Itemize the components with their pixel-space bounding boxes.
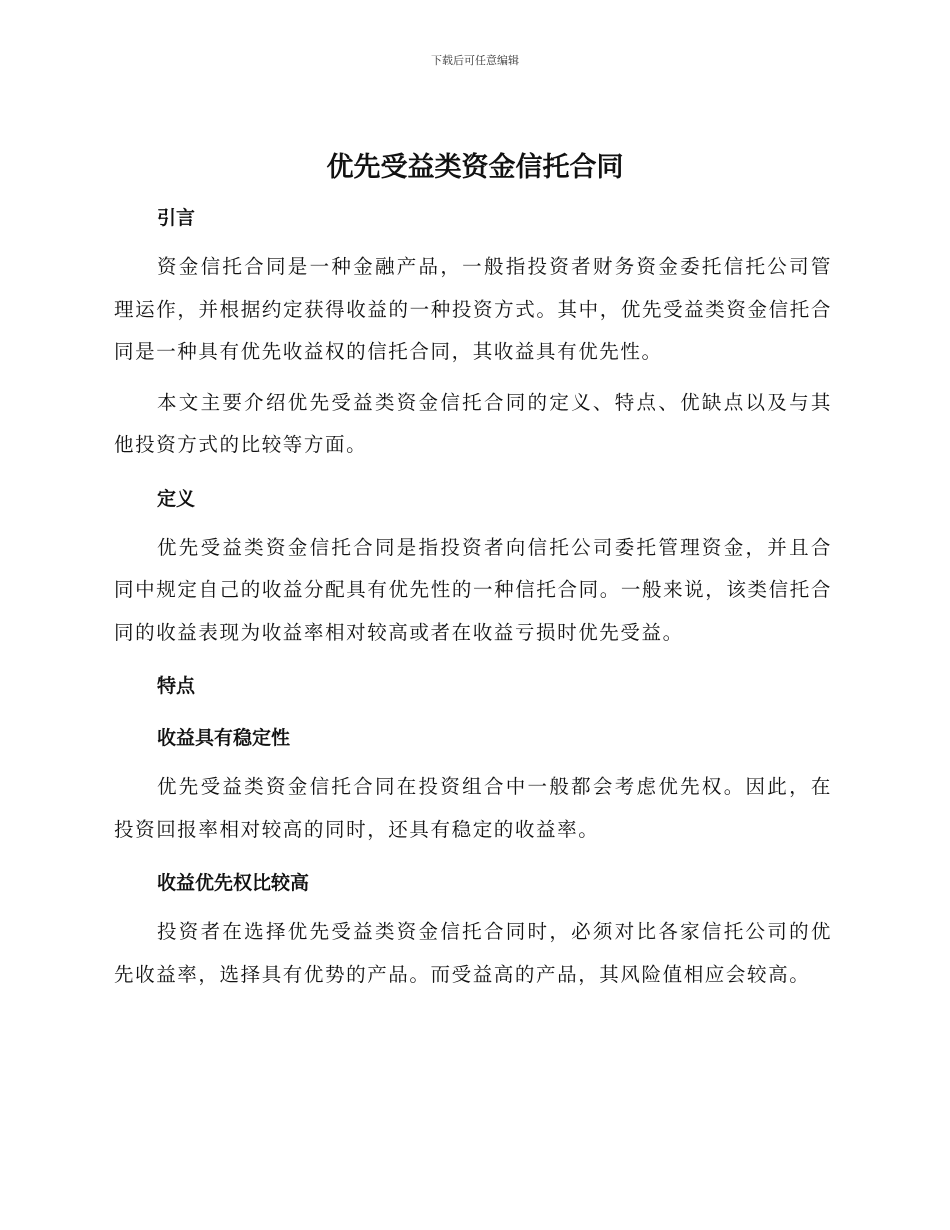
page-header: 下载后可任意编辑 [431, 54, 519, 67]
section-heading-intro: 引言 [157, 207, 196, 229]
paragraph-stability: 优先受益类资金信托合同在投资组合中一般都会考虑优先权。因此，在投资回报率相对较高的同时，还具有稳定的收益率。 [114, 775, 832, 841]
section-heading-definition: 定义 [157, 487, 196, 510]
paragraph-intro-1: 资金信托合同是一种金融产品，一般指投资者财务资金委托信托公司管理运作，并根据约定获得收益的一种投资方式。其中，优先受益类资金信托合同是一种具有优先收益权的信托合同，其收益具有优先性。 [114, 255, 832, 363]
document-body [114, 192, 832, 1002]
paragraph-intro-2: 本文主要介绍优先受益类资金信托合同的定义、特点、优缺点以及与其他投资方式的比较等方面。 [114, 390, 832, 456]
paragraph-definition: 优先受益类资金信托合同是指投资者向信托公司委托管理资金，并且合同中规定自己的收益分配具有优先性的一种信托合同。一般来说，该类信托合同的收益表现为收益率相对较高或者在收益亏损时优先受益。 [114, 535, 832, 644]
subheading-priority: 收益优先权比较高 [157, 872, 310, 894]
subheading-stability: 收益具有稳定性 [157, 727, 291, 749]
document-title: 优先受益类资金信托合同 [326, 152, 624, 183]
paragraph-priority: 投资者在选择优先受益类资金信托合同时，必须对比各家信托公司的优先收益率，选择具有优势的产品。而受益高的产品，其风险值相应会较高。 [114, 920, 832, 986]
section-heading-features: 特点 [157, 675, 196, 697]
